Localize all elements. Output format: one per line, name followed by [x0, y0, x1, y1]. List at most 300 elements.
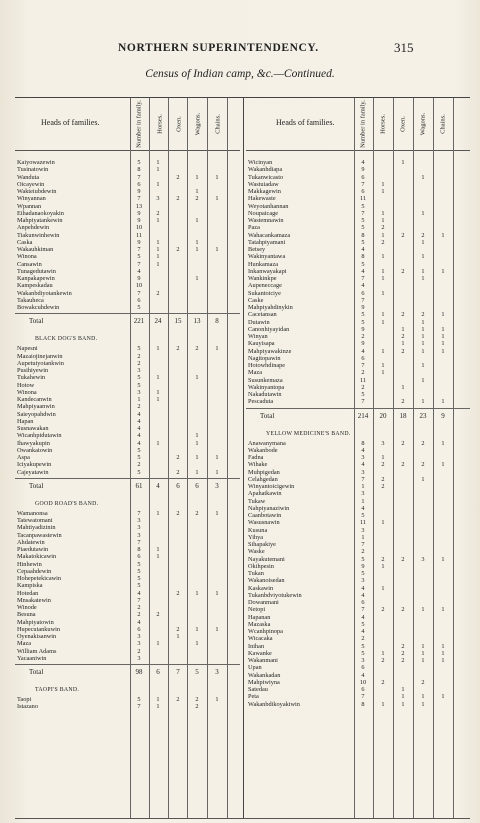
oxen-cell: 2: [401, 642, 405, 650]
total-label: Total: [260, 411, 275, 420]
oxen-cell: 2: [401, 606, 405, 614]
number-cell: 2: [361, 383, 365, 391]
family-head-name: Wakauhkiman: [17, 246, 54, 253]
family-row: [15, 447, 240, 454]
oxen-cell: 1: [176, 633, 180, 640]
horses-cell: 1: [381, 289, 385, 297]
oxen-cell: 2: [401, 398, 405, 406]
horses-cell: 4: [156, 481, 160, 490]
family-head-name: Hotow: [17, 381, 35, 389]
family-head-name: Besuna: [17, 611, 36, 619]
total-row: [246, 406, 470, 426]
family-head-name: Kandecanwin: [17, 396, 52, 403]
family-row: [246, 635, 470, 642]
number-cell: 11: [135, 231, 143, 239]
family-head-name: Tukahewin: [17, 374, 46, 382]
family-row: [246, 657, 470, 664]
family-row: [246, 686, 470, 693]
chains-cell: 1: [441, 231, 445, 239]
oxen-cell: 2: [176, 509, 180, 517]
number-cell: 6: [361, 686, 365, 693]
number-cell: 9: [137, 238, 141, 246]
horses-cell: 1: [156, 180, 160, 188]
family-row: [15, 440, 240, 447]
family-row: [246, 311, 470, 318]
family-head-name: Maza: [17, 640, 31, 648]
family-row: [15, 703, 240, 710]
number-cell: 4: [137, 425, 141, 432]
wagons-cell: 2: [421, 439, 425, 447]
number-cell: 2: [137, 461, 141, 469]
family-row: [246, 614, 470, 621]
family-row: [246, 628, 470, 635]
family-row: [15, 174, 240, 181]
family-head-name: Waske: [248, 548, 265, 556]
horses-header: Horses.: [156, 114, 164, 134]
family-head-name: Hupecutankuwin: [17, 625, 61, 633]
family-head-name: Okihpesin: [248, 562, 274, 570]
family-head-name: Hohepetekicawin: [17, 575, 62, 582]
number-cell: 6: [137, 553, 141, 561]
family-head-name: Inihan: [248, 642, 265, 650]
total-label: Total: [29, 668, 44, 676]
family-row: [15, 553, 240, 560]
family-head-name: Owankatowin: [17, 446, 53, 454]
number-cell: 1: [361, 483, 365, 490]
oxen-cell: 2: [401, 311, 405, 319]
family-head-name: Kampiska: [17, 582, 43, 590]
family-row: [15, 195, 240, 202]
number-cell: 4: [361, 246, 365, 253]
family-row: [246, 577, 470, 584]
number-cell: 9: [361, 340, 365, 348]
family-row: [15, 268, 240, 275]
number-cell: 4: [137, 417, 141, 425]
family-head-name: Winona: [17, 253, 37, 261]
oxen-cell: 2: [176, 345, 180, 353]
number-cell: 9: [137, 209, 141, 217]
family-row: [246, 556, 470, 563]
number-cell: 7: [137, 173, 141, 181]
heads-of-families-header: Heads of families.: [41, 118, 100, 127]
family-head-name: Tusinatowin: [17, 166, 49, 174]
wagons-cell: 1: [421, 642, 425, 650]
family-head-name: Dowanmani: [248, 599, 279, 606]
family-row: [15, 159, 240, 166]
family-row: [246, 239, 470, 246]
family-row: [246, 476, 470, 483]
wagons-cell: 1: [195, 374, 199, 382]
horses-cell: 1: [381, 347, 385, 355]
number-cell: 1: [361, 497, 365, 505]
family-head-name: Betsey: [248, 246, 266, 253]
number-cell: 2: [361, 548, 365, 556]
number-cell: 2: [361, 635, 365, 643]
number-cell: 5: [361, 642, 365, 650]
family-head-name: Mahpiwiyna: [248, 678, 280, 686]
family-head-name: Nayakutemani: [248, 555, 285, 563]
number-cell: 9: [361, 166, 365, 174]
chains-cell: 1: [215, 696, 219, 703]
family-head-name: Oyenakisanwin: [17, 633, 57, 640]
total-label: Total: [29, 317, 44, 326]
running-header: [0, 42, 480, 58]
family-row: [246, 304, 470, 311]
family-head-name: Wicanhpidutawin: [17, 432, 62, 440]
number-cell: 1: [361, 533, 365, 541]
family-row: [15, 389, 240, 396]
family-row: [15, 290, 240, 297]
number-cell: 7: [361, 209, 365, 217]
number-cell: 5: [137, 454, 141, 461]
horses-cell: 20: [379, 411, 387, 420]
family-head-name: Wpannan: [17, 202, 42, 210]
family-row: [15, 575, 240, 582]
family-row: [246, 498, 470, 505]
family-row: [15, 360, 240, 367]
number-cell: 3: [137, 640, 141, 648]
chains-cell: 1: [441, 693, 445, 701]
wagons-cell: 2: [421, 231, 425, 239]
family-row: [246, 548, 470, 555]
census-table: [15, 97, 470, 819]
chains-cell: 1: [215, 173, 219, 181]
family-head-name: Cajeyatawin: [17, 468, 49, 476]
family-row: [15, 696, 240, 703]
family-head-name: Wihake: [248, 461, 268, 469]
horses-cell: 1: [156, 546, 160, 553]
number-cell: 5: [361, 649, 365, 657]
family-head-name: Kaiyowazewin: [17, 159, 55, 166]
number-cell: 2: [137, 352, 141, 360]
oxen-cell: 1: [401, 693, 405, 701]
family-head-name: Mnsakatewin: [17, 596, 51, 604]
family-head-name: Kampeskadau: [17, 282, 53, 290]
number-cell: 3: [137, 531, 141, 539]
family-row: [246, 606, 470, 613]
family-head-name: Wakinyantopa: [248, 383, 285, 391]
family-row: [246, 348, 470, 355]
number-cell: 7: [137, 596, 141, 604]
family-head-name: Wakanbdiyotankewin: [17, 289, 72, 297]
wagons-cell: 1: [195, 173, 199, 181]
family-head-name: Cacetansan: [248, 311, 277, 319]
horses-cell: 2: [381, 555, 385, 563]
family-head-name: Ihawyakupin: [17, 439, 50, 447]
horses-cell: 1: [381, 231, 385, 239]
family-head-name: Wcanhpinopa: [248, 628, 283, 635]
family-head-name: William Adams: [17, 647, 57, 655]
number-cell: 3: [137, 367, 141, 374]
horses-cell: 1: [156, 396, 160, 403]
number-cell: 5: [361, 260, 365, 268]
number-cell: 7: [361, 541, 365, 548]
family-row: [15, 524, 240, 531]
horses-cell: 1: [381, 318, 385, 326]
number-cell: 61: [135, 481, 143, 490]
number-in-family-header-right: Number in family.: [359, 100, 367, 148]
wagons-cell: 23: [419, 411, 427, 420]
family-head-name: Bowakcuhdewin: [17, 304, 60, 311]
family-head-name: Yacaaniwin: [17, 654, 47, 662]
number-cell: 4: [137, 267, 141, 275]
family-row: [246, 290, 470, 297]
family-row: [15, 582, 240, 589]
band-heading: [15, 682, 240, 696]
family-row: [15, 425, 240, 432]
family-row: [15, 374, 240, 381]
number-cell: 4: [361, 282, 365, 290]
family-row: [15, 655, 240, 662]
family-head-name: Wakanbdikoyakiwin: [248, 700, 300, 708]
family-row: [246, 664, 470, 671]
oxen-cell: 2: [401, 333, 405, 340]
page-header-title: NORTHERN SUPERINTENDENCY.: [118, 42, 319, 54]
horses-cell: 2: [381, 238, 385, 246]
number-cell: 5: [361, 318, 365, 326]
wagons-cell: 1: [421, 649, 425, 657]
family-row: [246, 483, 470, 490]
chains-cell: 8: [215, 317, 219, 326]
family-head-name: Hotowhdinape: [248, 362, 286, 369]
family-head-name: Wakteiubdewin: [17, 188, 57, 195]
family-row: [15, 345, 240, 352]
number-cell: 9: [361, 304, 365, 311]
family-head-name: Ahdatewin: [17, 538, 45, 546]
family-head-name: Paza: [248, 224, 260, 232]
number-cell: 4: [361, 584, 365, 592]
horses-cell: 1: [381, 188, 385, 195]
number-cell: 5: [361, 202, 365, 210]
horses-cell: 2: [381, 606, 385, 614]
family-head-name: Kauyisapa: [248, 340, 275, 348]
band-name: TAOPI'S BAND.: [35, 687, 80, 693]
family-row: [15, 282, 240, 289]
number-cell: 5: [361, 570, 365, 577]
family-head-name: Tunagedutawin: [17, 267, 56, 275]
family-head-name: Tukan: [248, 570, 264, 577]
family-row: [246, 519, 470, 526]
family-row: [15, 432, 240, 439]
chains-cell: 1: [441, 642, 445, 650]
number-cell: 2: [137, 359, 141, 367]
family-head-name: Celahgedan: [248, 475, 278, 483]
oxen-cell: 2: [401, 555, 405, 563]
family-row: [15, 568, 240, 575]
wagons-cell: 1: [195, 246, 199, 253]
oxen-cell: 2: [401, 231, 405, 239]
number-cell: 3: [361, 468, 365, 476]
family-row: [246, 232, 470, 239]
number-cell: 3: [137, 524, 141, 532]
oxen-cell: 2: [176, 454, 180, 461]
horses-cell: 24: [154, 317, 162, 326]
wagons-cell: 2: [195, 509, 199, 517]
horses-cell: 2: [381, 475, 385, 483]
family-row: [15, 275, 240, 282]
number-cell: 5: [361, 555, 365, 563]
chains-cell: 1: [441, 267, 445, 275]
family-row: [246, 469, 470, 476]
chains-cell: 1: [215, 589, 219, 597]
family-row: [15, 626, 240, 633]
horses-cell: 1: [381, 253, 385, 261]
family-row: [246, 203, 470, 210]
family-head-name: Mahtiyadizinin: [17, 524, 56, 532]
horses-cell: 1: [156, 159, 160, 166]
family-head-name: Iciyakupewin: [17, 461, 52, 469]
oxen-cell: 2: [176, 696, 180, 703]
number-cell: 6: [137, 625, 141, 633]
family-head-name: Makatokicawin: [17, 553, 57, 561]
oxen-header-right: Oxen.: [399, 116, 407, 132]
chains-cell: 1: [215, 468, 219, 476]
wagons-cell: 1: [421, 253, 425, 261]
wagons-cell: 1: [195, 275, 199, 282]
horses-cell: 1: [156, 217, 160, 224]
family-head-name: Sukantoiciye: [248, 289, 281, 297]
family-head-name: Inkanwayakapi: [248, 267, 287, 275]
wagons-cell: 1: [195, 188, 199, 195]
band-name: YELLOW MEDICINE'S BAND.: [266, 430, 351, 437]
wagons-cell: 1: [421, 376, 425, 384]
wagons-cell: 3: [421, 555, 425, 563]
family-head-name: Wastemnawin: [248, 217, 284, 224]
horses-cell: 1: [381, 267, 385, 275]
horses-cell: 2: [381, 678, 385, 686]
number-cell: 10: [359, 678, 367, 686]
family-head-name: Tatahpiyamani: [248, 238, 286, 246]
wagons-cell: 1: [421, 398, 425, 406]
chains-cell: 9: [441, 411, 445, 420]
family-head-name: Makkagewin: [248, 188, 281, 195]
family-row: [246, 534, 470, 541]
family-head-name: Saieyopahdwin: [17, 410, 56, 418]
family-row: [15, 418, 240, 425]
right-column-block: [246, 98, 470, 818]
band-name: GOOD ROAD'S BAND.: [35, 500, 99, 507]
family-row: [15, 640, 240, 647]
horses-cell: 3: [381, 439, 385, 447]
horses-cell: 1: [381, 649, 385, 657]
chains-header-right: Chains.: [439, 114, 447, 134]
oxen-cell: 1: [401, 700, 405, 708]
horses-cell: 2: [156, 611, 160, 619]
family-head-name: Wanduta: [17, 173, 40, 181]
family-row: [15, 217, 240, 224]
family-head-name: Yihya: [248, 533, 264, 541]
family-row: [15, 590, 240, 597]
family-head-name: Wicinyan: [248, 159, 273, 166]
family-row: [246, 672, 470, 679]
number-cell: 13: [135, 202, 143, 210]
family-row: [15, 232, 240, 239]
family-row: [246, 159, 470, 166]
family-head-name: Mahpiyaanwin: [17, 403, 55, 411]
number-cell: 7: [137, 509, 141, 517]
number-cell: 5: [361, 238, 365, 246]
horses-cell: 1: [156, 509, 160, 517]
wagons-cell: 2: [195, 696, 199, 703]
horses-cell: 1: [156, 553, 160, 561]
band-heading: [15, 496, 240, 510]
family-head-name: Hinhewin: [17, 560, 42, 568]
number-cell: 4: [137, 410, 141, 418]
family-row: [246, 275, 470, 282]
chains-cell: 1: [441, 311, 445, 319]
chains-cell: 1: [215, 246, 219, 253]
total-label: Total: [29, 481, 44, 490]
family-head-name: Noupaicage: [248, 209, 279, 217]
wagons-cell: 1: [421, 209, 425, 217]
horses-cell: 2: [381, 224, 385, 232]
family-row: [15, 461, 240, 468]
wagons-cell: 1: [421, 475, 425, 483]
horses-cell: 1: [381, 454, 385, 461]
wagons-cell: 1: [421, 275, 425, 282]
number-cell: 5: [137, 446, 141, 454]
number-cell: 4: [361, 461, 365, 469]
family-head-name: Netopi: [248, 606, 266, 614]
family-row: [15, 619, 240, 626]
band-heading: [246, 426, 470, 440]
family-head-name: Anpehdewin: [17, 224, 50, 232]
oxen-cell: 1: [401, 325, 405, 333]
total-row: [15, 476, 240, 496]
horses-cell: 1: [156, 439, 160, 447]
family-row: [246, 527, 470, 534]
horses-cell: 1: [381, 562, 385, 570]
chains-cell: 1: [215, 195, 219, 203]
total-row: [15, 662, 240, 682]
oxen-cell: 15: [174, 317, 182, 326]
family-row: [246, 505, 470, 512]
family-row: [246, 570, 470, 577]
band-name: BLACK DOG'S BAND.: [35, 336, 98, 343]
number-cell: 7: [137, 538, 141, 546]
number-cell: 5: [137, 468, 141, 476]
family-head-name: Wakanhdiapa: [248, 166, 283, 174]
family-head-name: Aupeneccage: [248, 282, 282, 290]
number-cell: 8: [361, 231, 365, 239]
family-head-name: Pescaduta: [248, 398, 274, 406]
family-row: [246, 369, 470, 376]
family-head-name: Kawanke: [248, 649, 272, 657]
family-head-name: Canonhiyayidan: [248, 325, 290, 333]
wagons-cell: 1: [421, 693, 425, 701]
family-head-name: Hotedan: [17, 589, 39, 597]
wagons-cell: 1: [195, 432, 199, 440]
oxen-cell: 1: [401, 159, 405, 166]
wagons-cell: 2: [195, 345, 199, 353]
number-cell: 7: [137, 703, 141, 711]
family-row: [15, 188, 240, 195]
wagons-cell: 1: [421, 340, 425, 348]
family-row: [15, 539, 240, 546]
number-cell: 4: [137, 439, 141, 447]
family-head-name: Caanbotawin: [248, 512, 282, 519]
family-row: [15, 181, 240, 188]
number-cell: 2: [361, 369, 365, 377]
horses-cell: 1: [156, 246, 160, 253]
number-cell: 5: [361, 224, 365, 232]
family-head-name: Kusuna: [248, 526, 268, 534]
horses-header-right: Horses.: [379, 114, 387, 134]
number-cell: 3: [361, 490, 365, 498]
wagons-cell: 1: [421, 238, 425, 246]
family-head-name: Piaedutawin: [17, 546, 49, 553]
oxen-cell: 18: [399, 411, 407, 420]
